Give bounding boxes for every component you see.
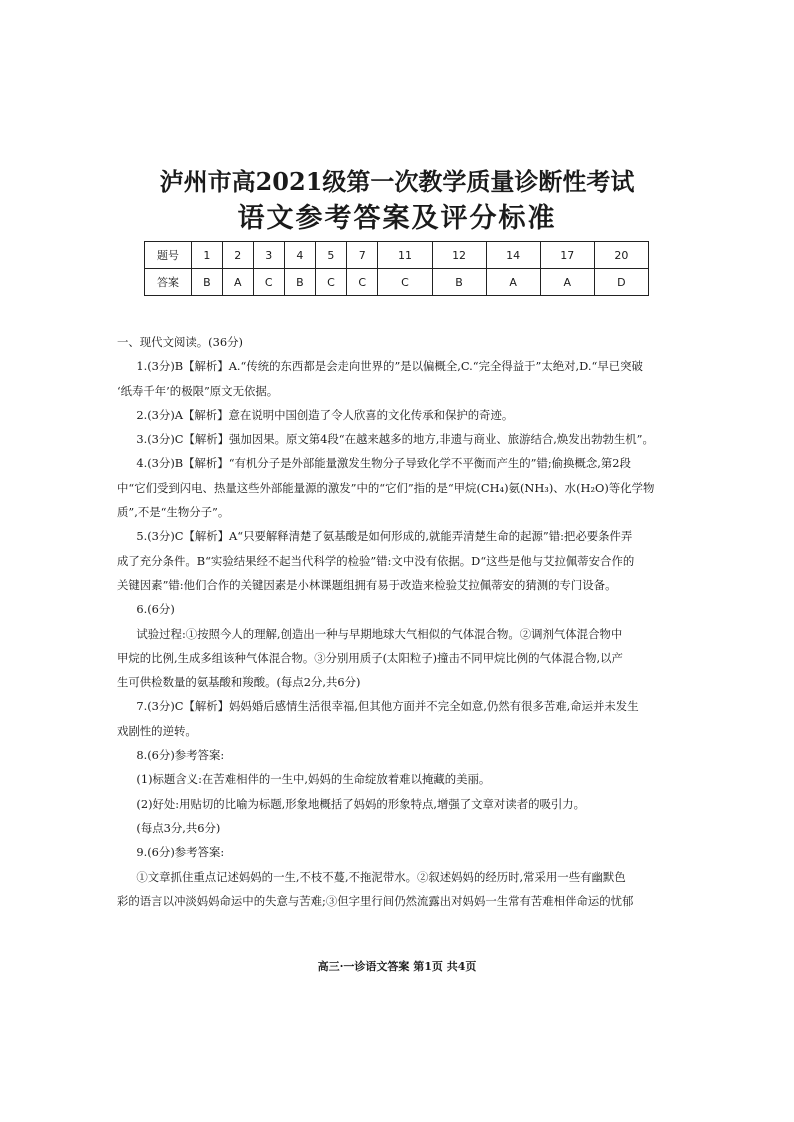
question-1-explanation-cont: ‘纸寿千年’的极限”原文无依据。 xyxy=(117,383,279,398)
question-number: 12 xyxy=(432,242,486,269)
question-6-answer-cont: 甲烷的比例,生成多组该种气体混合物。③分别用质子(太阳粒子)撞击不同甲烷比例的气体混合物,以产 xyxy=(117,650,623,665)
answer-row xyxy=(145,269,649,296)
answer-cell: B xyxy=(192,269,223,296)
answer-cell: C xyxy=(378,269,432,296)
question-number: 4 xyxy=(284,242,315,269)
question-6-answer: 试验过程:①按照今人的理解,创造出一种与早期地球大气相似的气体混合物。②调剂气体混合物中 xyxy=(136,626,623,641)
question-number: 1 xyxy=(192,242,223,269)
question-9-heading: 9.(6分)参考答案: xyxy=(136,845,225,860)
question-9-answer: ①文章抓住重点记述妈妈的一生,不枝不蔓,不拖泥带水。②叙述妈妈的经历时,常采用一些有幽默色 xyxy=(136,869,626,884)
answer-cell: B xyxy=(284,269,315,296)
question-number-header: 题号 xyxy=(145,242,192,269)
page-footer: 高三·一诊语文答案 第1页 共4页 xyxy=(317,960,477,973)
question-1-explanation: 1.(3分)B【解析】A.“传统的东西都是会走向世界的”是以偏概全,C.“完全得益于”太绝对,D.“早已突破 xyxy=(136,359,643,374)
answer-table xyxy=(144,241,649,296)
section-heading: 一、现代文阅读。(36分) xyxy=(117,335,243,349)
answer-cell: C xyxy=(347,269,378,296)
question-5-explanation-cont: 关键因素”错:他们合作的关键因素是小林课题组拥有易于改造来检验艾拉佩蒂安的猜测的专门设备。 xyxy=(117,577,617,592)
question-number-row xyxy=(145,242,649,269)
question-number: 11 xyxy=(378,242,432,269)
answer-cell: C xyxy=(315,269,346,296)
answer-cell: A xyxy=(222,269,253,296)
question-8-point-1: (1)标题含义:在苦难相伴的一生中,妈妈的生命绽放着难以掩藏的美丽。 xyxy=(136,772,491,787)
question-number: 20 xyxy=(594,242,648,269)
question-5-explanation: 5.(3分)C【解析】A“只要解释清楚了氨基酸是如何形成的,就能弄清楚生命的起源”错:把必要条件弄 xyxy=(136,529,633,544)
answer-cell: D xyxy=(594,269,648,296)
question-4-explanation-cont: 中“它们受到闪电、热量这些外部能量源的激发”中的“它们”指的是“甲烷(CH₄)氨(NH₃)、水(H₂O)等化学物 xyxy=(117,480,655,495)
question-number: 2 xyxy=(222,242,253,269)
question-number: 3 xyxy=(253,242,284,269)
question-9-answer-cont: 彩的语言以冲淡妈妈命运中的失意与苦难;③但字里行间仍然流露出对妈妈一生常有苦难相伴命运的忧郁 xyxy=(117,893,634,908)
question-7-explanation: 7.(3分)C【解析】妈妈婚后感情生活很幸福,但其他方面并不完全如意,仍然有很多苦难,命运并未发生 xyxy=(136,699,639,714)
question-8-heading: 8.(6分)参考答案: xyxy=(136,748,225,763)
question-2-explanation: 2.(3分)A【解析】意在说明中国创造了令人欣喜的文化传承和保护的奇迹。 xyxy=(136,407,514,422)
question-7-explanation-cont: 戏剧性的逆转。 xyxy=(117,723,197,738)
question-3-explanation: 3.(3分)C【解析】强加因果。原文第4段“在越来越多的地方,非遗与商业、旅游结合,焕发出勃勃生机”。 xyxy=(136,432,654,447)
question-number: 14 xyxy=(486,242,540,269)
question-6-heading: 6.(6分) xyxy=(136,602,175,617)
question-4-explanation-cont: 质”,不是“生物分子”。 xyxy=(117,505,230,520)
answer-cell: C xyxy=(253,269,284,296)
answer-explanations xyxy=(117,330,677,913)
answer-header: 答案 xyxy=(145,269,192,296)
question-number: 5 xyxy=(315,242,346,269)
document-title: 语文参考答案及评分标准 xyxy=(237,203,557,234)
question-5-explanation-cont: 成了充分条件。B“实验结果经不起当代科学的检验”错:文中没有依据。D“这些是他与艾拉佩蒂安合作的 xyxy=(117,553,635,568)
question-8-point-2: (2)好处:用贴切的比喻为标题,形象地概括了妈妈的形象特点,增强了文章对读者的吸引力。 xyxy=(136,796,586,811)
answer-cell: A xyxy=(540,269,594,296)
question-6-answer-cont: 生可供检数量的氨基酸和羧酸。(每点2分,共6分) xyxy=(117,675,361,690)
exam-title: 泸州市高2021级第一次教学质量诊断性考试 xyxy=(159,167,635,196)
question-8-scoring: (每点3分,共6分) xyxy=(136,820,221,835)
answer-cell: A xyxy=(486,269,540,296)
question-4-explanation: 4.(3分)B【解析】“有机分子是外部能量激发生物分子导致化学不平衡而产生的”错;偷换概念,第2段 xyxy=(136,456,631,471)
question-number: 7 xyxy=(347,242,378,269)
answer-cell: B xyxy=(432,269,486,296)
question-number: 17 xyxy=(540,242,594,269)
